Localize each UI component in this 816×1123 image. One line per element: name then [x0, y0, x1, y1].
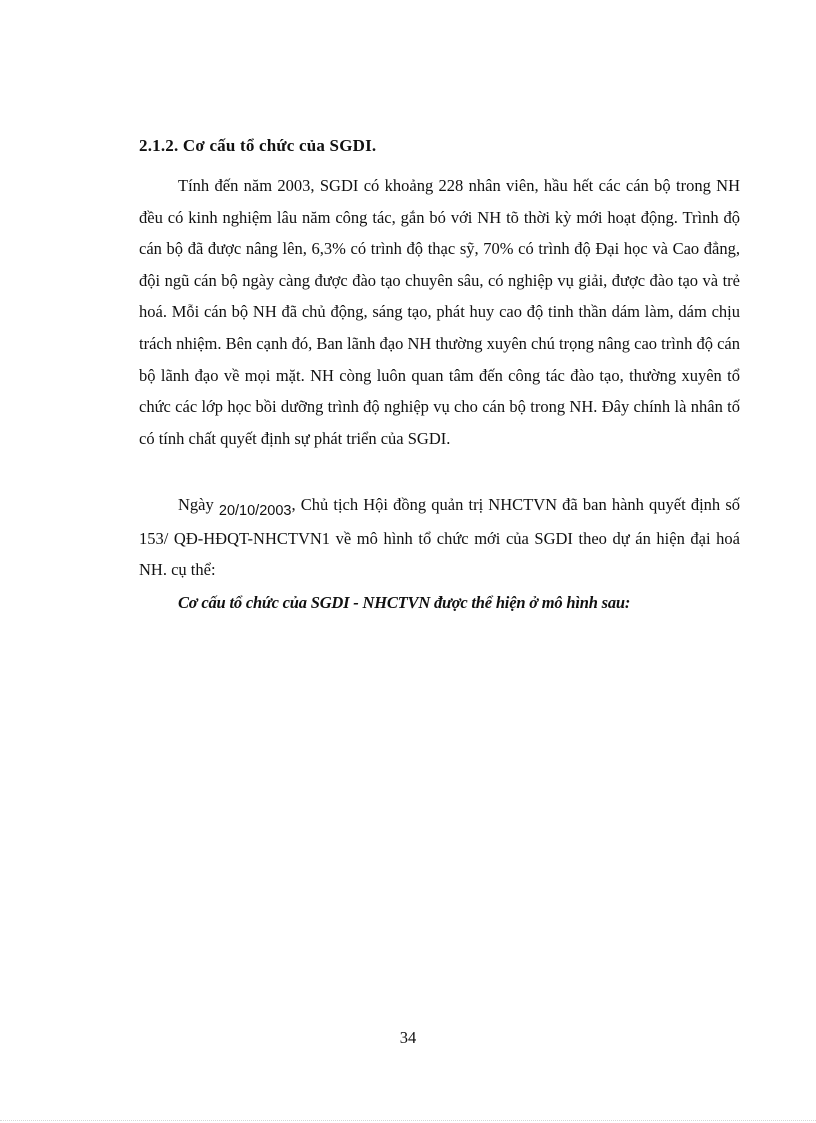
page-number: 34 — [399, 1028, 417, 1047]
org-chart-caption: Cơ cấu tổ chức của SGDI - NHCTVN được thể hiện ở mô hình sau: — [178, 593, 631, 612]
paragraph-staff-overview: Tính đến năm 2003, SGDI có khoảng 228 nhân viên, hầu hết các cán bộ trong NH đều có kinh nghiệm lâu năm công tác, gắn bó với NH tõ thời kỳ mới hoạt động. Trình độ cán bộ đã được nâng lên, 6,3% có trình độ thạc sỹ, 70% có trình độ Đại học và Cao đẳng, đội ngũ cán bộ ngày càng được đào tạo chuyên sâu, có nghiệp vụ giải, được đào tạo và trẻ hoá. Mỗi cán bộ NH đã chủ động, sáng tạo, phát huy cao độ tinh thần dám làm, dám chịu trách nhiệm. Bên cạnh đó, Ban lãnh đạo NH thường xuyên chú trọng nâng cao trình độ cán bộ lãnh đạo về mọi mặt. NH còng luôn quan tâm đến công tác đào tạo, thường xuyên tổ chức các lớp học bồi dưỡng trình độ nghiệp vụ cho cán bộ trong NH. Đây chính là nhân tố có tính chất quyết định sự phát triển của SGDI. — [139, 176, 740, 448]
decision-date: 20/10/2003 — [218, 503, 292, 519]
page-bottom-divider — [0, 1120, 816, 1121]
paragraph-decision — [139, 489, 740, 586]
paragraph-decision-lead: Ngày — [178, 495, 219, 514]
section-heading: 2.1.2. Cơ cấu tổ chức của SGDI. — [139, 136, 377, 155]
paragraph-decision-body: , Chủ tịch Hội đồng quản trị NHCTVN đã ban hành quyết định số 153/ QĐ-HĐQT-NHCTVN1 về mô hình tổ chức mới của SGDI theo dự án hiện đại hoá NH. cụ thể: — [139, 495, 740, 580]
